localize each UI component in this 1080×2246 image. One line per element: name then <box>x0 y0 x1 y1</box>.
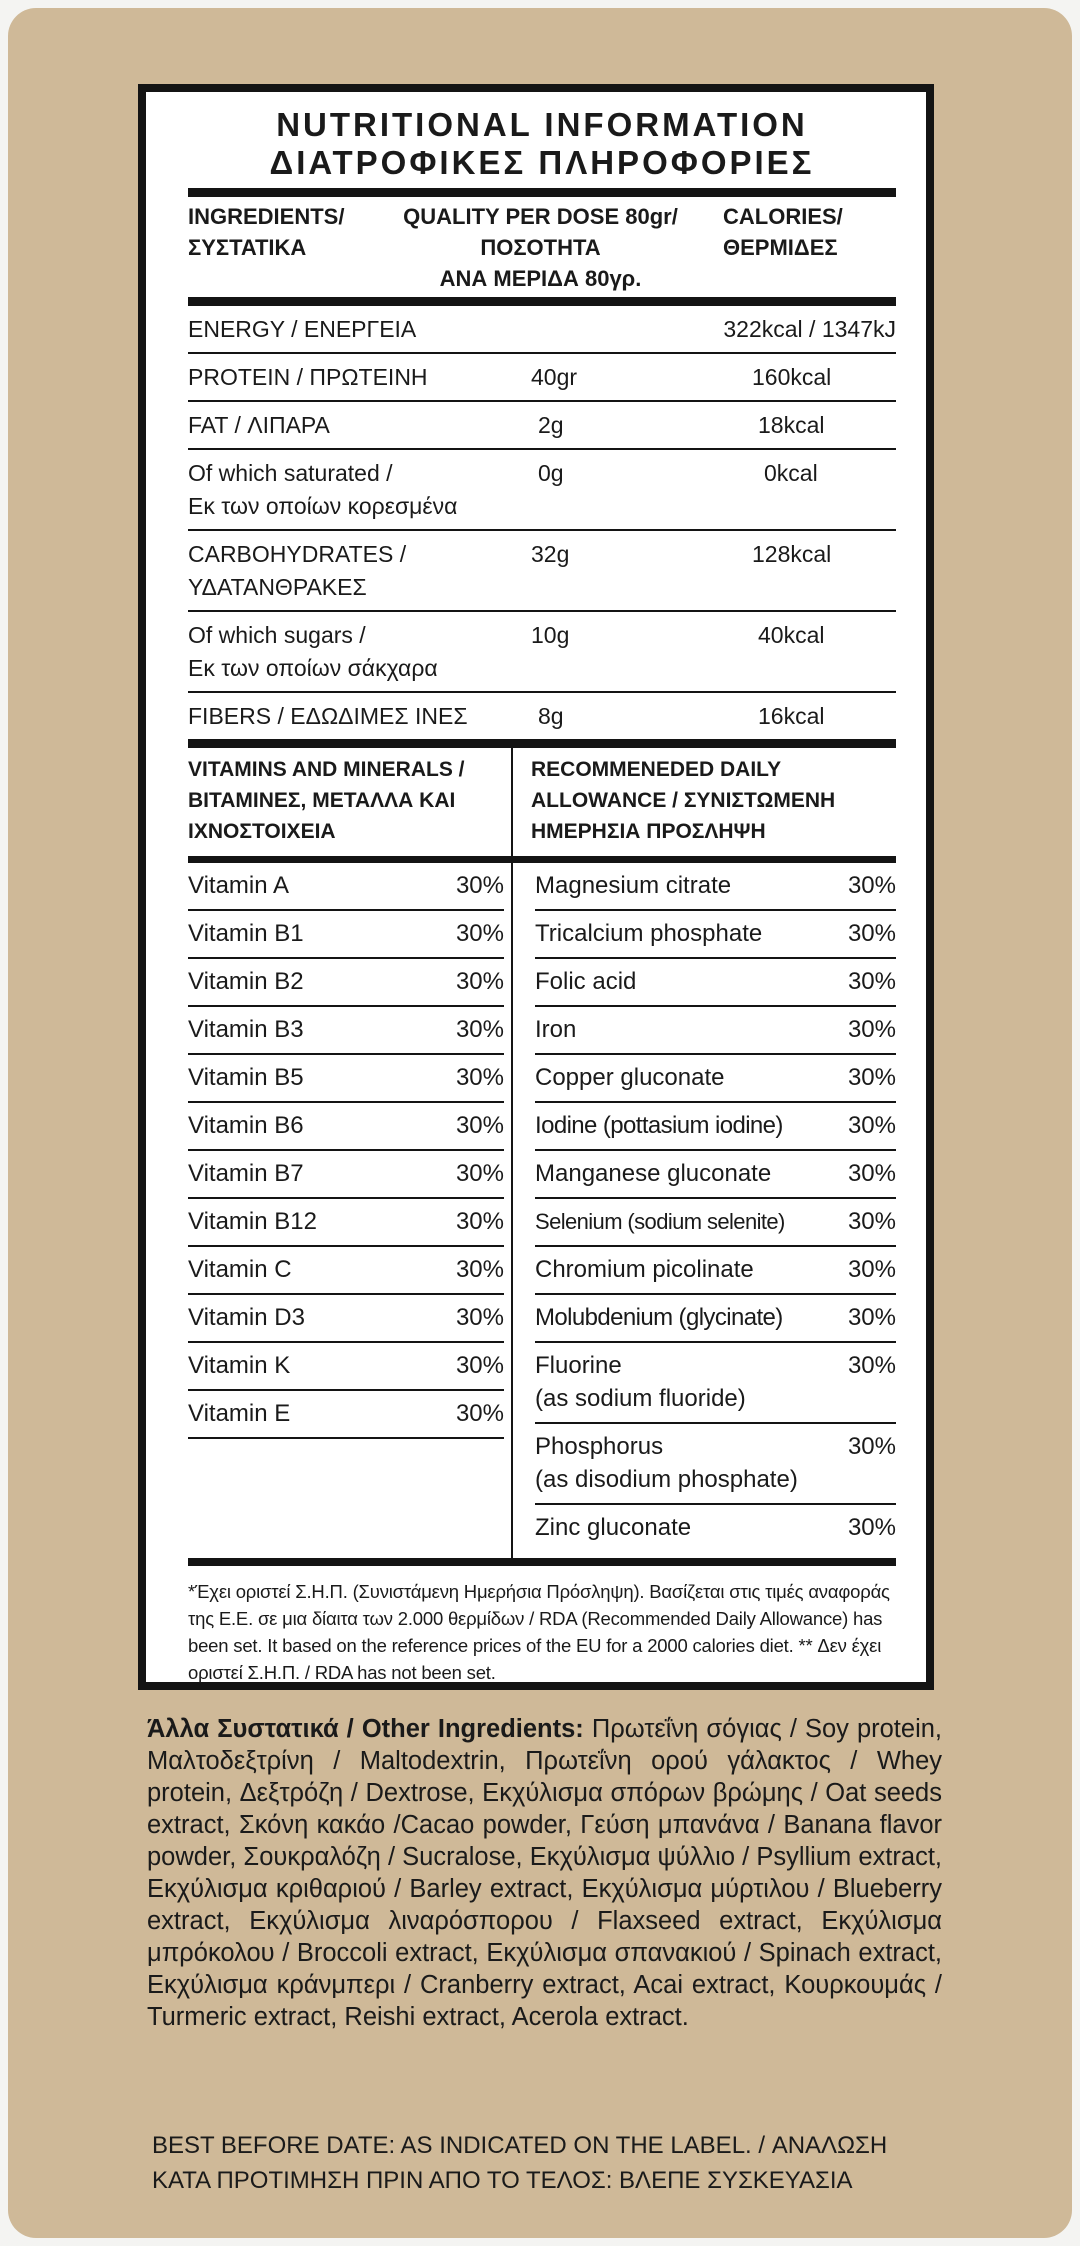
mineral-name: Zinc gluconate <box>535 1514 692 1541</box>
header-quantity-gr: ΠΟΣΟΤΗΤΑ <box>480 235 601 260</box>
vitamin-pct: 30% <box>455 1064 504 1091</box>
vitamin-pct: 30% <box>455 920 504 947</box>
mineral-row <box>535 1505 896 1551</box>
mineral-row <box>535 1055 896 1103</box>
mineral-name: Folic acid <box>535 968 637 995</box>
mineral-name: Manganese gluconate <box>535 1160 772 1187</box>
column-divider <box>511 863 513 1558</box>
nutrient-name: PROTEIN / ΠΡΩΤΕΙΝΗ <box>188 364 428 390</box>
vitamin-row <box>188 1151 504 1199</box>
nutrient-row <box>188 450 896 531</box>
vitamin-name: Vitamin A <box>188 872 289 899</box>
mineral-name: Fluorine <box>535 1352 622 1379</box>
mineral-row <box>535 1343 896 1424</box>
rda-header-en: RECOMMENEDED DAILY <box>531 758 782 781</box>
vitamin-name: Vitamin B12 <box>188 1208 317 1235</box>
nutrition-header <box>188 197 896 297</box>
nutrient-qty: 0g <box>538 460 564 486</box>
header-calories: CALORIES/ <box>723 204 843 229</box>
vitamin-row <box>188 959 504 1007</box>
mineral-name: Iron <box>535 1016 577 1043</box>
mineral-pct: 30% <box>847 1304 896 1331</box>
mineral-pct: 30% <box>847 1352 896 1379</box>
mineral-name: Iodine (pottasium iodine) <box>535 1112 783 1139</box>
nutrient-name-gr: Εκ των οποίων κορεσμένα <box>188 493 458 519</box>
nutrient-name: FIBERS / ΕΔΩΔΙΜΕΣ ΙΝΕΣ <box>188 703 468 729</box>
title-en: NUTRITIONAL INFORMATION <box>276 106 808 143</box>
vitamin-name: Vitamin B5 <box>188 1064 304 1091</box>
mineral-pct: 30% <box>847 1256 896 1283</box>
nutrient-row <box>188 531 896 612</box>
divider <box>188 739 896 748</box>
vitamins-header-gr: ΒΙΤΑΜΙΝΕΣ, ΜΕΤΑΛΛΑ ΚΑΙ <box>188 789 456 812</box>
vitamin-pct: 30% <box>455 1400 504 1427</box>
vitamin-row <box>188 863 504 911</box>
vitamin-name: Vitamin C <box>188 1256 292 1283</box>
vitamin-pct: 30% <box>455 1256 504 1283</box>
vitamin-name: Vitamin B2 <box>188 968 304 995</box>
other-ingredients-label: Άλλα Συστατικά / Other Ingredients: <box>147 1715 584 1743</box>
vitamin-row <box>188 1343 504 1391</box>
mineral-name: Selenium (sodium selenite) <box>535 1209 785 1234</box>
nutrient-row <box>188 612 896 693</box>
mineral-row <box>535 1151 896 1199</box>
vitamin-row <box>188 911 504 959</box>
footnote: *Έχει οριστεί Σ.Η.Π. (Συνιστάμενη Ημερήσια Πρόσληψη). Βασίζεται στις τιμές αναφοράς της Ε.Ε. σε μια δίαιτα των 2.000 θερμίδων / RDA (Recommended Daily Allowance) has been set. It based on the reference prices of the EU for a 2000 calories diet. ** Δεν έχει οριστεί Σ.Η.Π. / RDA has not been set. <box>188 1581 890 1683</box>
mineral-pct: 30% <box>847 1208 896 1235</box>
mineral-pct: 30% <box>847 872 896 899</box>
nutrient-name: Of which sugars / <box>188 622 366 648</box>
mineral-pct: 30% <box>847 1016 896 1043</box>
energy-row <box>188 306 896 354</box>
vitamin-name: Vitamin D3 <box>188 1304 305 1331</box>
nutrient-cal: 0kcal <box>764 460 818 486</box>
vitamin-name: Vitamin B6 <box>188 1112 304 1139</box>
vitamin-name: Vitamin B7 <box>188 1160 304 1187</box>
vitamin-row <box>188 1103 504 1151</box>
nutrient-cal: 16kcal <box>758 703 825 729</box>
header-quantity: QUALITY PER DOSE 80gr/ <box>403 204 678 229</box>
mineral-name: Phosphorus <box>535 1433 664 1460</box>
header-quantity-gr-2: ΑΝΑ ΜΕΡΙΔΑ 80γρ. <box>439 266 642 291</box>
nutrient-cal: 18kcal <box>758 412 825 438</box>
vitamin-pct: 30% <box>455 1352 504 1379</box>
mineral-name: Molubdenium (glycinate) <box>535 1304 783 1331</box>
vitamins-header-en: VITAMINS AND MINERALS / <box>188 758 465 781</box>
divider <box>188 297 896 306</box>
nutrition-panel <box>138 84 934 1690</box>
vitamin-pct: 30% <box>455 1160 504 1187</box>
vitamin-row <box>188 1055 504 1103</box>
mineral-pct: 30% <box>847 1514 896 1541</box>
vitamin-pct: 30% <box>455 1304 504 1331</box>
mineral-row <box>535 1424 896 1505</box>
rda-header-en-2: ALLOWANCE / ΣΥΝΙΣΤΩΜΕΝΗ <box>531 789 836 812</box>
nutrient-row <box>188 354 896 402</box>
column-divider <box>511 748 513 856</box>
nutrient-row <box>188 402 896 450</box>
mineral-pct: 30% <box>847 1064 896 1091</box>
mineral-row <box>535 863 896 911</box>
title-gr: ΔΙΑΤΡΟΦΙΚΕΣ ΠΛΗΡΟΦΟΡΙΕΣ <box>269 144 815 181</box>
vitamin-pct: 30% <box>455 1016 504 1043</box>
nutrient-qty: 8g <box>538 703 564 729</box>
mineral-name-note: (as disodium phosphate) <box>535 1466 798 1493</box>
minerals-column <box>535 863 896 1551</box>
other-ingredients <box>147 1713 942 2033</box>
energy-value: 322kcal / 1347kJ <box>723 316 896 342</box>
nutrient-cal: 160kcal <box>752 364 832 390</box>
mineral-pct: 30% <box>847 1433 896 1460</box>
mineral-name: Magnesium citrate <box>535 872 732 899</box>
rda-header-gr: ΗΜΕΡΗΣΙΑ ΠΡΟΣΛΗΨΗ <box>531 820 766 843</box>
vitamin-row <box>188 1295 504 1343</box>
vitamin-name: Vitamin B1 <box>188 920 304 947</box>
mineral-pct: 30% <box>847 1112 896 1139</box>
mineral-pct: 30% <box>847 920 896 947</box>
mineral-pct: 30% <box>847 1160 896 1187</box>
nutrient-cal: 128kcal <box>752 541 832 567</box>
vitamin-row <box>188 1007 504 1055</box>
vitamin-pct: 30% <box>455 1208 504 1235</box>
nutrient-name: CARBOHYDRATES / <box>188 541 407 567</box>
vitamins-table <box>188 863 896 1558</box>
energy-label: ENERGY / ΕΝΕΡΓΕΙΑ <box>188 316 417 342</box>
divider <box>188 1558 896 1566</box>
mineral-row <box>535 1103 896 1151</box>
vitamin-pct: 30% <box>455 1112 504 1139</box>
header-ingredients-gr: ΣΥΣΤΑΤΙΚΑ <box>188 235 307 260</box>
nutrient-qty: 10g <box>531 622 570 648</box>
nutrient-qty: 2g <box>538 412 564 438</box>
mineral-row <box>535 1295 896 1343</box>
mineral-pct: 30% <box>847 968 896 995</box>
vitamin-name: Vitamin K <box>188 1352 291 1379</box>
nutrient-row <box>188 693 896 739</box>
vitamin-row <box>188 1199 504 1247</box>
header-ingredients: INGREDIENTS/ <box>188 204 345 229</box>
vitamins-header-gr-2: ΙΧΝΟΣΤΟΙΧΕΙΑ <box>188 820 336 843</box>
nutrient-qty: 32g <box>531 541 570 567</box>
mineral-row <box>535 911 896 959</box>
vitamin-name: Vitamin E <box>188 1400 291 1427</box>
other-ingredients-text: Πρωτεΐνη σόγιας / Soy protein, Μαλτοδεξτρίνη / Maltodextrin, Πρωτεΐνη ορού γάλακτος / Whey protein, Δεξτρόζη / Dextrose, Εκχύλισμα σπόρων βρώμης / Oat seeds extract, Σκόνη κακάο /Cacao powder, Γεύση μπανάνα / Banana flavor powder, Σουκραλόζη / Sucralose, Εκχύλισμα ψύλλιο / Psyllium extract, Εκχύλισμα κριθαριού / Barley extract, Εκχύλισμα μύρτιλου / Blueberry extract, Εκχύλισμα λιναρόσπορου / Flaxseed extract, Εκχύλισμα μπρόκολου / Broccoli extract, Εκχύλισμα σπανακιού / Spinach extract, Εκχύλισμα κράνμπερι / Cranberry extract, Acai extract, Κουρκουμάς / Turmeric extract, Reishi extract, Acerola extract. <box>147 1715 942 2031</box>
divider <box>188 856 896 863</box>
divider <box>188 188 896 197</box>
mineral-row <box>535 1199 896 1247</box>
vitamin-pct: 30% <box>455 968 504 995</box>
nutrient-name: Of which saturated / <box>188 460 393 486</box>
mineral-row <box>535 1247 896 1295</box>
header-calories-gr: ΘΕΡΜΙΔΕΣ <box>723 235 838 260</box>
vitamin-row <box>188 1247 504 1295</box>
vitamin-pct: 30% <box>455 872 504 899</box>
nutrient-name-gr: Εκ των οποίων σάκχαρα <box>188 655 438 681</box>
mineral-name: Copper gluconate <box>535 1064 725 1091</box>
mineral-row <box>535 1007 896 1055</box>
vitamin-row <box>188 1391 504 1439</box>
mineral-row <box>535 959 896 1007</box>
vitamin-name: Vitamin B3 <box>188 1016 304 1043</box>
mineral-name-note: (as sodium fluoride) <box>535 1385 746 1412</box>
mineral-name: Chromium picolinate <box>535 1256 754 1283</box>
nutrient-name-gr: ΥΔΑΤΑΝΘΡΑΚΕΣ <box>188 574 367 600</box>
best-before: BEST BEFORE DATE: AS INDICATED ON THE LABEL. / ΑΝΑΛΩΣΗ ΚΑΤΑ ΠΡΟΤΙΜΗΣΗ ΠΡΙΝ ΑΠΟ ΤΟ ΤΕΛΟΣ: ΒΛΕΠΕ ΣΥΣΚΕΥΑΣΙΑ <box>152 2132 888 2194</box>
nutrient-name: FAT / ΛΙΠΑΡΑ <box>188 412 330 438</box>
nutrient-qty: 40gr <box>531 364 578 390</box>
vitamins-header <box>188 748 896 856</box>
mineral-name: Tricalcium phosphate <box>535 920 763 947</box>
vitamins-column <box>188 863 504 1439</box>
nutrient-cal: 40kcal <box>758 622 825 648</box>
